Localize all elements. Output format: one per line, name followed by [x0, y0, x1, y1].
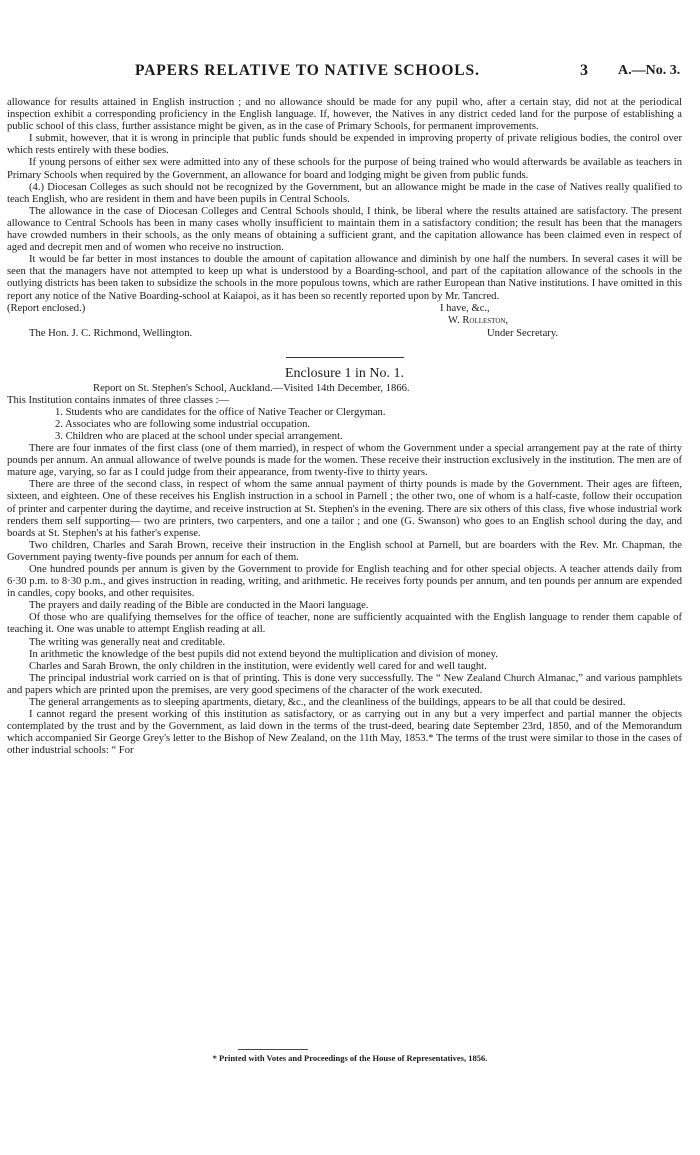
- paragraph: The prayers and daily reading of the Bible are conducted in the Maori language.: [29, 600, 369, 612]
- page-header: [0, 62, 700, 82]
- paragraph: Of those who are qualifying themselves for the office of teacher, none are sufficiently acquainted with the English language to render them capable of teaching it. One was unable to attempt English reading at all.: [7, 612, 682, 636]
- closing-phrase: I have, &c.,: [440, 302, 490, 314]
- signature-block: [7, 303, 682, 351]
- addressee: The Hon. J. C. Richmond, Wellington.: [29, 327, 193, 339]
- list-item: 3. Children who are placed at the school under special arrangement.: [55, 430, 343, 442]
- paragraph: allowance for results attained in English instruction ; and no allowance should be made for any pupil who, after a certain stay, did not at the periodical inspection exhibit a corresponding proficiency in the English language. If, however, the Natives in any district ceded land for the purpose of establishing a public school of this class, further assistance might be given, as in the case of Primary Schools, for permanent improvements.: [7, 97, 682, 133]
- document-reference: A.—No. 3.: [618, 63, 681, 78]
- signer-name: W. Rolleston,: [448, 314, 509, 326]
- paragraph: There are four inmates of the first class (one of them married), in respect of whom the Government under a special arrangement pay at the rate of thirty pounds per annum. An annual allowance of twelve pounds is made for the women. These receive their instruction exclusively in the institution. The men are of mature age, varying, so far as I could judge from their appearance, from twenty-five to thirty years.: [7, 443, 682, 479]
- footnote: * Printed with Votes and Proceedings of the House of Representatives, 1856.: [212, 1053, 488, 1063]
- section-divider: [286, 357, 404, 358]
- paragraph: (4.) Diocesan Colleges as such should not be recognized by the Government, but an allowance might be made in the case of Natives really qualified to teach English, who are resident in them and have been pupils in Central Schools.: [7, 181, 682, 205]
- list-item: 1. Students who are candidates for the office of Native Teacher or Clergyman.: [55, 406, 386, 418]
- report-intro: This Institution contains inmates of three classes :—: [7, 394, 230, 406]
- paragraph: If young persons of either sex were admitted into any of these schools for the purpose of being trained who would afterwards be available as teachers in Primary Schools when required by the Government, an allowance for board and lodging might be given from public funds.: [7, 157, 682, 181]
- paragraph: It would be far better in most instances to double the amount of capitation allowance and diminish by one half the numbers. In several cases it will be seen that the managers have not attempted to keep up what is understood by a Boarding-school, and part of the capitation allowance of the schools in the outlying districts has been taken to subsidize the schools in the more populous towns, which are rather European than Native institutions. I have omitted in this report any notice of the Native Boarding-school at Kaiapoi, as it has been so recently reported upon by Mr. Tancred.: [7, 254, 682, 302]
- list-item: 2. Associates who are following some industrial occupation.: [55, 418, 311, 430]
- enclosure-title: Enclosure 1 in No. 1.: [285, 365, 404, 381]
- paragraph: Charles and Sarah Brown, the only children in the institution, were evidently well cared for and well taught.: [29, 660, 487, 672]
- paragraph: I submit, however, that it is wrong in principle that public funds should be expended in improving property of private religious bodies, the control over which rests entirely with these bodies.: [7, 133, 682, 157]
- paragraph: I cannot regard the present working of this institution as satisfactory, or as carrying out in any but a very imperfect and partial manner the objects contemplated by the trust and by the Government, as laid down in the terms of the trust-deed, bearing date September 23rd, 1850, and of the Memorandum which accompanied Sir George Grey's letter to the Bishop of New Zealand, on the 11th May, 1853.* The terms of the trust were similar to those in the cases of other industrial schools: “ For: [7, 709, 682, 757]
- body-text: [7, 97, 682, 758]
- report-heading: Report on St. Stephen's School, Auckland.—Visited 14th December, 1866.: [93, 382, 410, 394]
- footnote-divider: [238, 1049, 308, 1050]
- paragraph: The general arrangements as to sleeping apartments, dietary, &c., and the cleanliness of the buildings, appears to be all that could be desired.: [29, 697, 626, 709]
- paragraph: The principal industrial work carried on is that of printing. This is done very successfully. The “ New Zealand Church Almanac,” and various pamphlets and papers which are printed upon the premises, are very good specimens of the character of the work executed.: [7, 672, 682, 696]
- paragraph: The writing was generally neat and creditable.: [29, 636, 226, 648]
- paragraph: There are three of the second class, in respect of whom the same annual payment of thirty pounds is made by the Government. Their ages are fifteen, sixteen, and eighteen. One of these receives his English instruction in a school in Parnell ; the other two, one of whom is a half-caste, follow their occupation of printer and carpenter during the daytime, and receive instruction at St. Stephen's in the evening. There are six others of this class, five whose industrial work renders them self supporting— two are printers, two carpenters, and one a tailor ; and one (G. Swanson) who goes to an English school during the day, and boards at St. Stephen's at his father's expense.: [7, 479, 682, 539]
- page-number: 3: [580, 62, 588, 79]
- enclosure-note: (Report enclosed.): [7, 302, 86, 314]
- paragraph: One hundred pounds per annum is given by the Government to provide for English teaching and for other special objects. A teacher attends daily from 6·30 p.m. to 8·30 p.m., and gives instruction in reading, writing, and arithmetic. He receives forty pounds per annum, and ten pounds per annum are expended in candles, copy books, and other requisites.: [7, 564, 682, 600]
- paragraph: In arithmetic the knowledge of the best pupils did not extend beyond the multiplication and division of money.: [29, 648, 498, 660]
- running-title: PAPERS RELATIVE TO NATIVE SCHOOLS.: [135, 62, 480, 79]
- signer-title: Under Secretary.: [487, 327, 559, 339]
- paragraph: Two children, Charles and Sarah Brown, receive their instruction in the English school at Parnell, but are boarders with the Rev. Mr. Chapman, the Government paying twenty-five pounds per annum for each of them.: [7, 539, 682, 563]
- paragraph: The allowance in the case of Diocesan Colleges and Central Schools should, I think, be liberal where the results attained are satisfactory. The present allowance to Central Schools has been in many cases wholly insufficient to maintain them in a satisfactory condition; the result has been that the managers have crowded numbers in their schools, as the only means of obtaining a sufficient grant, and the capitation allowance has been claimed even in respect of aged and decrepit men and of women who receive no instruction.: [7, 205, 682, 254]
